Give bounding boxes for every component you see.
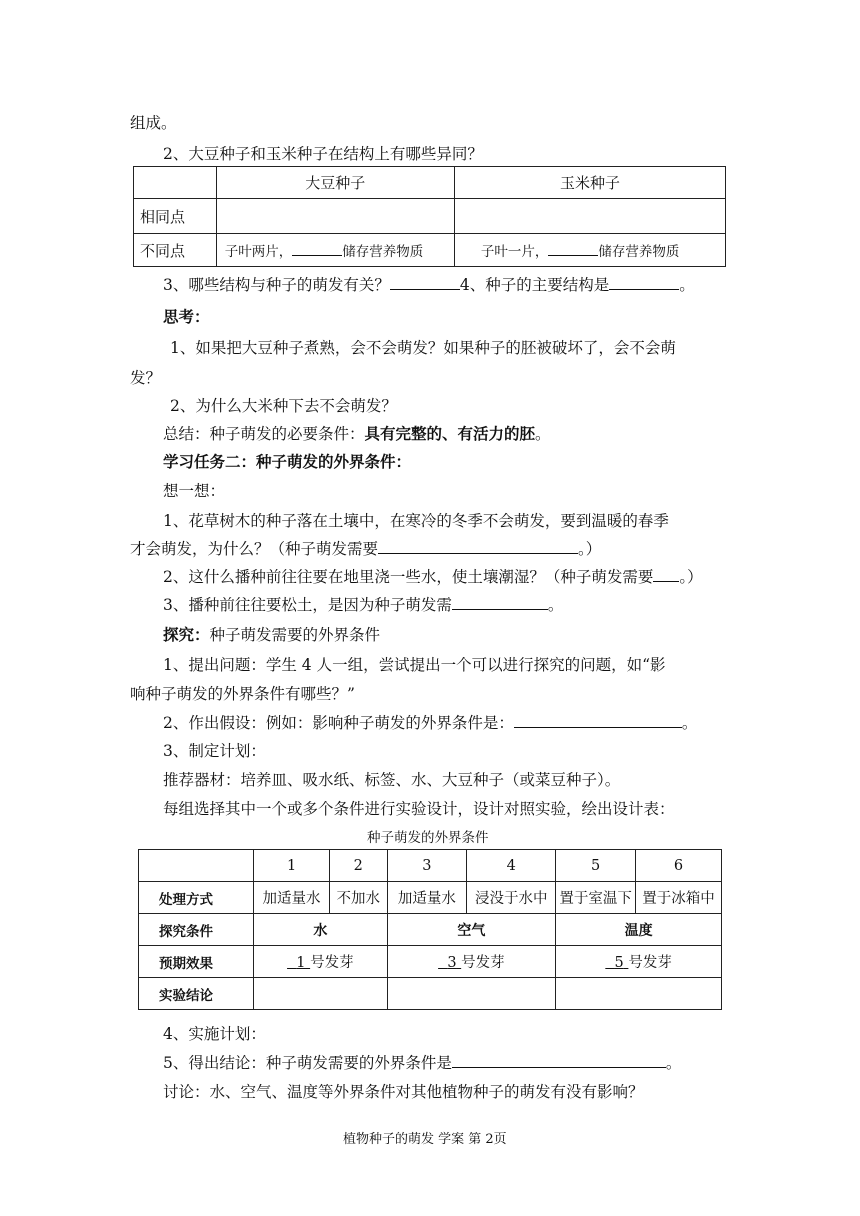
p3-line [163,595,563,615]
fill-blank[interactable] [514,713,682,728]
punct: 。 [547,596,564,614]
design-instructions: 每组选择其中一个或多个条件进行实验设计，设计对照实验，绘出设计表： [163,800,675,818]
expect-num-value: 1 [296,955,306,971]
method-cell: 浸没于水中 [467,882,556,914]
cell-text: 储存营养物质 [598,244,680,260]
method-cell: 置于冰箱中 [636,882,722,914]
method-cell: 加适量水 [254,882,330,914]
explore-line [163,625,380,645]
condition-water: 水 [254,914,387,946]
conclusion-cell[interactable] [254,978,387,1010]
punct: 。 [681,714,698,732]
table-header-corn: 玉米种子 [454,167,725,199]
table-caption: 种子萌发的外界条件 [367,830,489,846]
col-number: 4 [467,850,556,882]
page-footer: 植物种子的萌发 学案 第 2页 [343,1132,507,1147]
expect-temperature [556,946,722,978]
method-cell: 不加水 [329,882,387,914]
punct: 。） [578,540,602,558]
question-2: 2、大豆种子和玉米种子在结构上有哪些异同？ [163,145,483,163]
row-label-diff: 不同点 [134,234,217,267]
p1-text: 才会萌发，为什么？（种子萌发需要 [130,540,379,558]
step-1: 1、提出问题：学生 4 人一组，尝试提出一个可以进行探究的问题，如“影 [163,656,666,674]
step-2 [163,713,697,733]
corner-cell [139,850,254,882]
question-3-4 [163,275,695,295]
punct: 。） [679,568,703,586]
expect-air [387,946,556,978]
fill-blank[interactable] [609,275,679,290]
fill-blank[interactable] [378,539,578,554]
fill-blank[interactable] [390,275,460,290]
expect-text: 号发芽 [310,955,354,971]
row-label-method: 处理方式 [139,882,254,914]
row-label-same: 相同点 [134,199,217,234]
task-2-heading: 学习任务二：种子萌发的外界条件： [163,452,412,471]
expect-num [438,955,461,971]
think-q1-cont: 发？ [130,369,162,387]
expect-num-value: 3 [447,955,457,971]
punct: 。 [665,1054,682,1072]
conclusion-cell[interactable] [387,978,556,1010]
cell-soy-same [216,199,454,234]
text-line: 组成。 [130,114,177,132]
col-number: 3 [387,850,467,882]
discussion: 讨论：水、空气、温度等外界条件对其他植物种子的萌发有没有影响？ [163,1083,644,1101]
question-3: 3、哪些结构与种子的萌发有关？ [163,276,390,294]
cell-corn-diff [454,234,725,267]
cell-corn-same [454,199,725,234]
think-again: 想一想： [163,482,226,500]
fill-blank[interactable] [548,241,598,256]
fill-blank[interactable] [653,567,679,582]
expect-water [254,946,387,978]
col-number: 1 [254,850,330,882]
punct: 。 [535,425,551,443]
table-header-empty [134,167,217,199]
expect-text: 号发芽 [628,955,672,971]
explore-label: 探究： [163,625,210,644]
p1-line1: 1、花草树木的种子落在土壤中，在寒冷的冬季不会萌发，要到温暖的春季 [163,512,669,530]
cell-text: 子叶两片， [224,244,293,260]
col-number: 5 [556,850,636,882]
think-q2: 2、为什么大米种下去不会萌发？ [170,397,397,415]
expect-num [605,955,628,971]
method-cell: 置于室温下 [556,882,636,914]
punct: 。 [679,276,695,294]
condition-air: 空气 [387,914,556,946]
summary-label: 总结：种子萌发的必要条件： [163,425,365,443]
p1-line2 [130,539,601,559]
materials: 推荐器材：培养皿、吸水纸、标签、水、大豆种子（或菜豆种子）。 [163,771,621,789]
step-3: 3、制定计划： [163,742,266,760]
p2-text: 2、这什么播种前往往要在地里浇一些水，使土壤潮湿？（种子萌发需要 [163,568,654,586]
fill-blank[interactable] [452,1053,666,1068]
p3-text: 3、播种前往往要松土，是因为种子萌发需 [163,596,452,614]
think-q1: 1、如果把大豆种子煮熟，会不会萌发？如果种子的胚被破坏了，会不会萌 [170,339,676,357]
step-5-text: 5、得出结论：种子萌发需要的外界条件是 [163,1054,452,1072]
step-4: 4、实施计划： [163,1025,266,1043]
think-heading: 思考： [163,307,210,326]
method-cell: 加适量水 [387,882,467,914]
conclusion-cell[interactable] [556,978,722,1010]
fill-blank[interactable] [452,595,548,610]
step-2-text: 2、作出假设：例如：影响种子萌发的外界条件是： [163,714,514,732]
cell-soy-diff [216,234,454,267]
summary-answer: 具有完整的、有活力的胚 [364,425,536,443]
row-label-condition: 探究条件 [139,914,254,946]
fill-blank[interactable] [292,241,342,256]
col-number: 2 [329,850,387,882]
expect-text: 号发芽 [461,955,505,971]
row-label-conclusion: 实验结论 [139,978,254,1010]
row-label-expect: 预期效果 [139,946,254,978]
table-header-soybean: 大豆种子 [216,167,454,199]
cell-text: 子叶一片， [480,244,549,260]
summary [163,424,551,444]
step-5 [163,1053,681,1073]
p2-line [163,567,703,587]
col-number: 6 [636,850,722,882]
experiment-design-table [138,849,722,1010]
condition-temperature: 温度 [556,914,722,946]
expect-num [287,955,310,971]
seed-comparison-table [133,166,726,267]
step-1-cont: 响种子萌发的外界条件有哪些？” [130,685,355,703]
expect-num-value: 5 [614,955,624,971]
question-4: 4、种子的主要结构是 [459,276,610,294]
explore-topic: 种子萌发需要的外界条件 [209,626,381,644]
cell-text: 储存营养物质 [342,244,424,260]
